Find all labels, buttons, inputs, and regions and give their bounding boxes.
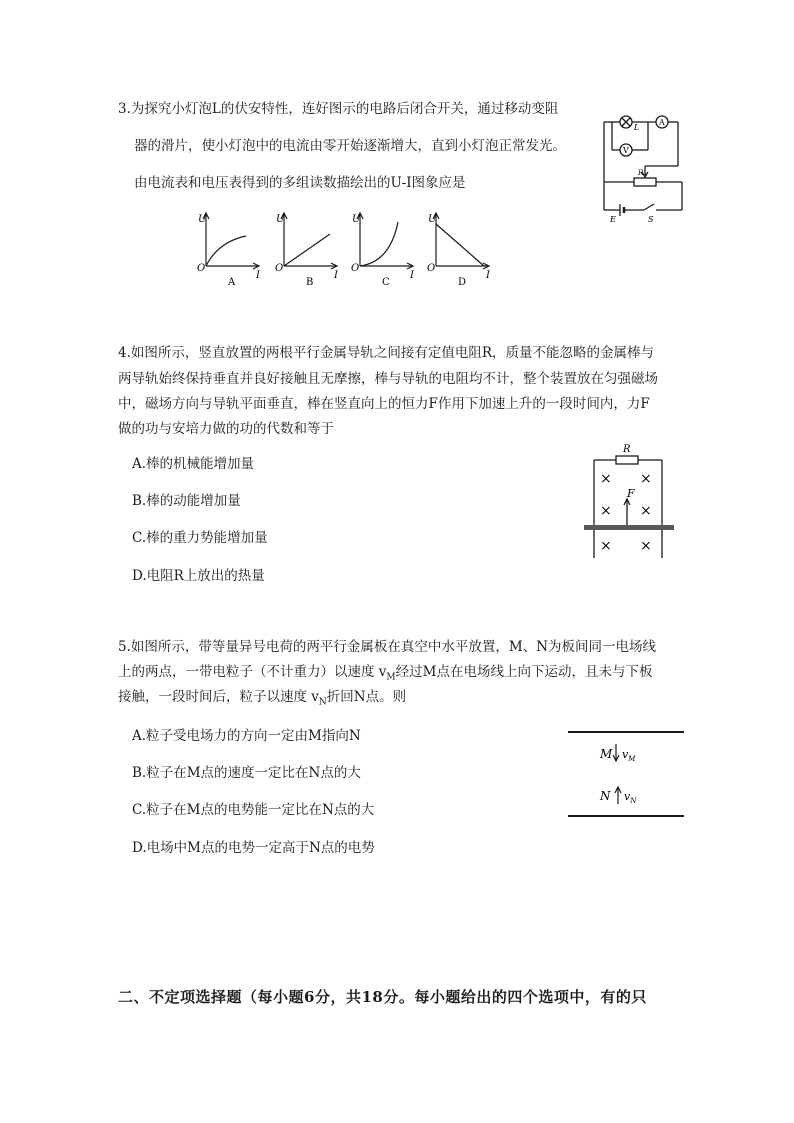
q3-text-line-2: 器的滑片，使小灯泡中的电流由零开始逐渐增大，直到小灯泡正常发光。 <box>134 138 566 154</box>
q5-option-a: A.粒子受电场力的方向一定由M指向N <box>132 728 361 744</box>
q5-option-b: B.粒子在M点的速度一定比在N点的大 <box>132 765 361 781</box>
field-mark: × <box>640 503 652 519</box>
field-mark: × <box>640 538 652 554</box>
q5-line-3-part-2: 折回N点。则 <box>326 689 407 705</box>
q3-text-line-3: 由电流表和电压表得到的多组读数描绘出的U-I图象应是 <box>134 175 466 191</box>
resistor-label: R <box>623 444 631 455</box>
q5-text-line-1: 5.如图所示，带等量异号电荷的两平行金属板在真空中水平放置，M、N为板间同一电场线 <box>118 639 657 655</box>
q5-line-2-part-2: 经过M点在电场线上向下运动，且未与下板 <box>395 664 653 680</box>
vm-symbol: v <box>622 748 629 761</box>
q5-option-d: D.电场中M点的电势一定高于N点的电势 <box>132 840 375 856</box>
graph-a-u-label: U <box>198 214 207 225</box>
graph-d-u-label: U <box>428 214 437 225</box>
graph-b-u-label: U <box>276 214 285 225</box>
vm-subscript: M <box>628 755 636 763</box>
q4-text-line-4: 做的功与安培力做的功的代数和等于 <box>118 421 334 437</box>
q4-option-d: D.电阻R上放出的热量 <box>132 568 265 584</box>
q4-text-line-3: 中，磁场方向与导轨平面垂直，棒在竖直向上的恒力F作用下加速上升的一段时间内，力F <box>118 396 650 412</box>
voltmeter-label: V <box>623 146 629 155</box>
graph-a-i-label: I <box>256 270 260 281</box>
switch-label: S <box>648 215 654 222</box>
point-n-label: N <box>600 789 611 803</box>
rheostat-label: R <box>638 169 644 177</box>
vm-label <box>622 748 636 763</box>
q3-graph-d <box>426 208 496 288</box>
q3-graph-b <box>274 208 344 288</box>
field-mark: × <box>600 503 612 519</box>
q3-graph-a <box>196 208 266 288</box>
q3-circuit-diagram <box>598 112 688 222</box>
field-mark: × <box>600 538 612 554</box>
battery-label: E <box>610 215 616 222</box>
field-mark: × <box>600 471 612 487</box>
graph-c-u-label: U <box>352 214 361 225</box>
q5-plates-figure <box>566 730 686 820</box>
graph-c-origin: O <box>351 263 360 274</box>
graph-a-origin: O <box>197 263 206 274</box>
graph-a-label: A <box>228 277 236 288</box>
metal-rod <box>584 525 674 530</box>
vn-symbol: v <box>624 790 631 803</box>
q5-vm-subscript: M <box>386 672 396 683</box>
graph-c-i-label: I <box>410 270 414 281</box>
graph-b-i-label: I <box>334 270 338 281</box>
graph-b-origin: O <box>275 263 284 274</box>
vn-label <box>624 790 637 805</box>
graph-d-label: D <box>458 277 467 288</box>
q5-line-2-part-1: 上的两点，一带电粒子（不计重力）以速度 v <box>118 664 387 680</box>
lamp-label: L <box>634 123 640 132</box>
q5-option-c: C.粒子在M点的电势能一定比在N点的大 <box>132 802 375 818</box>
q4-text-line-1: 4.如图所示，竖直放置的两根平行金属导轨之间接有定值电阻R，质量不能忽略的金属棒与 <box>118 345 655 361</box>
graph-d-origin: O <box>427 263 436 274</box>
q4-option-b: B.棒的动能增加量 <box>132 493 241 509</box>
field-mark: × <box>640 471 652 487</box>
q5-text-line-2 <box>118 663 652 687</box>
q5-vn-subscript: N <box>318 697 327 708</box>
q4-option-c: C.棒的重力势能增加量 <box>132 530 268 546</box>
vn-subscript: N <box>630 797 637 805</box>
graph-c-label: C <box>382 277 390 288</box>
section-2-heading: 二、不定项选择题（每小题6分，共18分。每小题给出的四个选项中，有的只 <box>118 988 647 1006</box>
q4-option-a: A.棒的机械能增加量 <box>132 456 255 472</box>
q4-rail-figure <box>580 440 680 560</box>
graph-b-label: B <box>306 277 314 288</box>
q4-text-line-2: 两导轨始终保持垂直并良好接触且无摩擦，棒与导轨的电阻均不计，整个装置放在匀强磁场 <box>118 371 658 387</box>
q5-text-line-3 <box>118 688 406 712</box>
q3-graph-c <box>350 208 420 288</box>
q3-text-line-1: 3.为探究小灯泡L的伏安特性，连好图示的电路后闭合开关，通过移动变阻 <box>118 101 559 117</box>
force-label: F <box>627 487 635 500</box>
q5-line-3-part-1: 接触，一段时间后，粒子以速度 v <box>118 689 319 705</box>
point-m-label: M <box>600 747 613 761</box>
graph-d-i-label: I <box>486 270 490 281</box>
ammeter-label: A <box>659 118 665 127</box>
